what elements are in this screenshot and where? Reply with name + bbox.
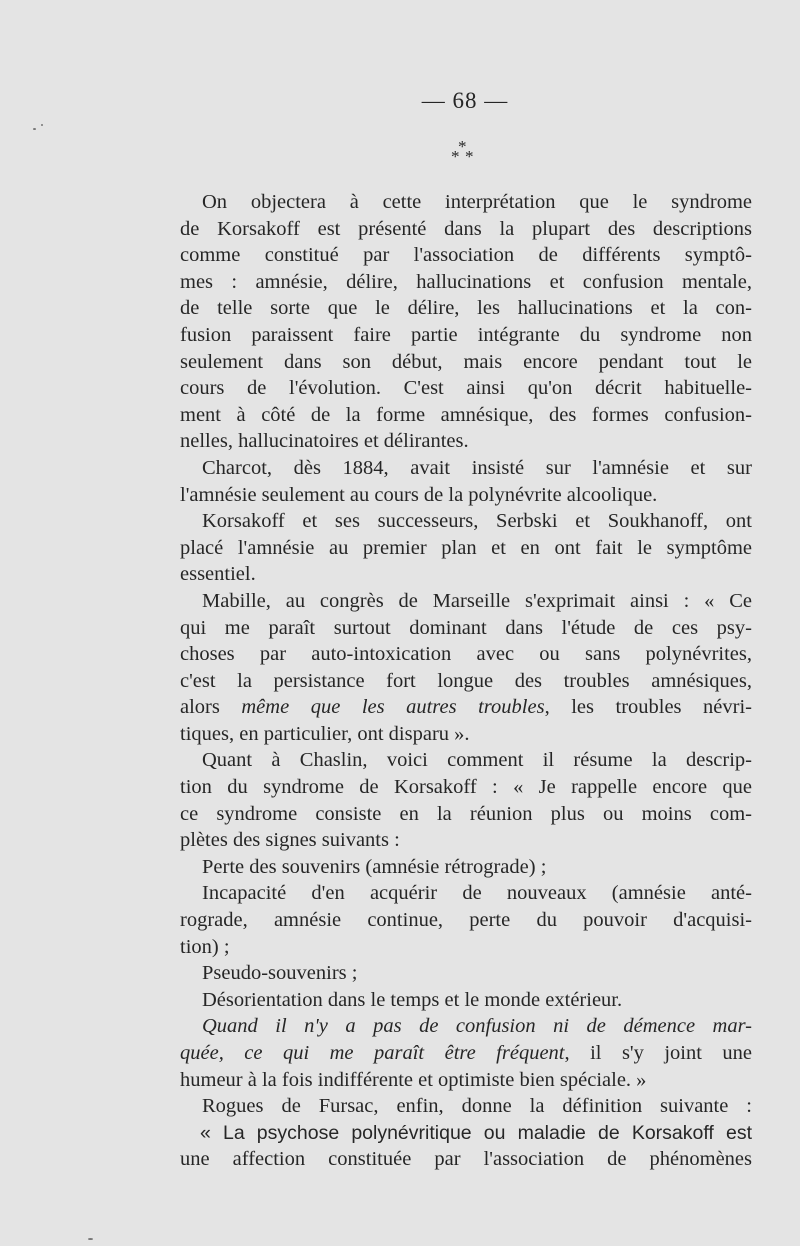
text-line: [180, 482, 752, 509]
text-run: mes : amnésie, délire, hallucinations et confusion mentale,: [180, 270, 752, 293]
text-line: [180, 1120, 752, 1147]
text-line: [180, 747, 752, 774]
text-run: , les troubles névri-: [544, 696, 753, 719]
text-run: Rogues de Fursac, enfin, donne la définition suivante :: [202, 1095, 752, 1118]
text-line: [180, 615, 752, 642]
text-run: plètes des signes suivants :: [180, 829, 400, 852]
paper-speck: [88, 1238, 93, 1240]
text-line: [180, 535, 752, 562]
text-line: [180, 295, 752, 322]
text-run: Mabille, au congrès de Marseille s'exprimait ainsi : « Ce: [202, 589, 752, 612]
text-line: [180, 827, 752, 854]
text-run: , il s'y joint une: [564, 1042, 753, 1064]
text-run: placé l'amnésie au premier plan et en ont fait le symptôme: [180, 536, 752, 559]
text-run: alors: [180, 696, 242, 719]
text-line: [180, 1093, 752, 1120]
text-run: Perte des souvenirs (amnésie rétrograde) ;: [202, 855, 547, 878]
page-number: — 68 —: [421, 88, 509, 113]
text-run: choses par auto-intoxication avec ou sans polynévrites,: [180, 643, 752, 666]
text-run: On objectera à cette interprétation que le syndrome: [202, 191, 752, 213]
text-line: [180, 588, 752, 615]
text-run: ment à côté de la forme amnésique, des formes confusion-: [180, 403, 752, 426]
text-line: [180, 428, 752, 455]
paper-speck: [33, 128, 36, 130]
text-line: [180, 880, 752, 907]
text-line: [180, 801, 752, 828]
asterism-separator: [437, 138, 491, 172]
text-run: ce syndrome consiste en la réunion plus ou moins com-: [180, 802, 752, 825]
text-run: rograde, amnésie continue, perte du pouvoir d'acquisi-: [180, 909, 752, 932]
text-run: Pseudo-souvenirs ;: [202, 962, 358, 985]
text-line: [180, 242, 752, 269]
text-line: [180, 854, 752, 881]
text-run: une affection constituée par l'association de phénomènes: [180, 1148, 752, 1171]
text-run: cours de l'évolution. C'est ainsi qu'on décrit habituelle-: [180, 377, 752, 400]
text-run: Incapacité d'en acquérir de nouveaux (amnésie anté-: [202, 882, 752, 905]
asterism-star-right: *: [465, 147, 474, 166]
text-run: tiques, en particulier, ont disparu ».: [180, 722, 470, 745]
text-run: « La psychose polynévritique ou maladie de Korsakoff est: [200, 1121, 752, 1144]
text-line: [180, 721, 752, 748]
text-run: comme constitué par l'association de différents symptô-: [180, 244, 752, 267]
body-text: [180, 189, 752, 1173]
text-line: [180, 1146, 752, 1173]
text-run: Charcot, dès 1884, avait insisté sur l'amnésie et sur: [202, 456, 752, 479]
italic-run: quée, ce qui me paraît être fréquent: [180, 1042, 565, 1064]
text-run: qui me paraît surtout dominant dans l'étude de ces psy-: [180, 616, 752, 639]
text-run: c'est la persistance fort longue des troubles amnésiques,: [180, 669, 752, 692]
text-line: [180, 960, 752, 987]
italic-run: Quand il n'y a pas de confusion ni de démence mar-: [202, 1015, 752, 1038]
text-line: [180, 774, 752, 801]
text-line: [180, 455, 752, 482]
text-run: fusion paraissent faire partie intégrante du syndrome non: [180, 323, 752, 346]
text-line: [180, 402, 752, 429]
text-run: essentiel.: [180, 563, 256, 586]
text-run: humeur à la fois indifférente et optimiste bien spéciale. »: [180, 1068, 647, 1091]
text-line: [180, 375, 752, 402]
text-run: Quant à Chaslin, voici comment il résume la descrip-: [202, 749, 752, 772]
text-run: tion) ;: [180, 935, 230, 958]
text-line: [180, 322, 752, 349]
text-run: l'amnésie seulement au cours de la polynévrite alcoolique.: [180, 483, 658, 506]
text-line: [180, 508, 752, 535]
asterism-star-top: *: [458, 137, 467, 156]
text-run: Désorientation dans le temps et le monde extérieur.: [202, 988, 623, 1011]
text-line: [180, 907, 752, 934]
text-run: nelles, hallucinatoires et délirantes.: [180, 430, 469, 453]
text-run: de telle sorte que le délire, les hallucinations et la con-: [180, 297, 752, 320]
text-line: [180, 1040, 752, 1067]
text-line: [180, 269, 752, 296]
text-line: [180, 694, 752, 721]
text-line: [180, 349, 752, 376]
text-line: [180, 641, 752, 668]
text-line: [180, 1013, 752, 1040]
text-run: de Korsakoff est présenté dans la plupart des descriptions: [180, 217, 752, 240]
text-line: [180, 1067, 752, 1094]
text-line: [180, 216, 752, 243]
text-line: [180, 668, 752, 695]
text-run: seulement dans son début, mais encore pendant tout le: [180, 350, 752, 373]
text-line: [180, 934, 752, 961]
text-line: [180, 561, 752, 588]
text-line: [180, 189, 752, 216]
text-run: Korsakoff et ses successeurs, Serbski et Soukhanoff, ont: [202, 510, 752, 533]
italic-run: même que les autres troubles: [241, 696, 545, 719]
asterism-star-left: *: [451, 147, 460, 166]
paper-speck: [41, 124, 43, 126]
text-line: [180, 987, 752, 1014]
text-run: tion du syndrome de Korsakoff : « Je rappelle encore que: [180, 776, 752, 799]
